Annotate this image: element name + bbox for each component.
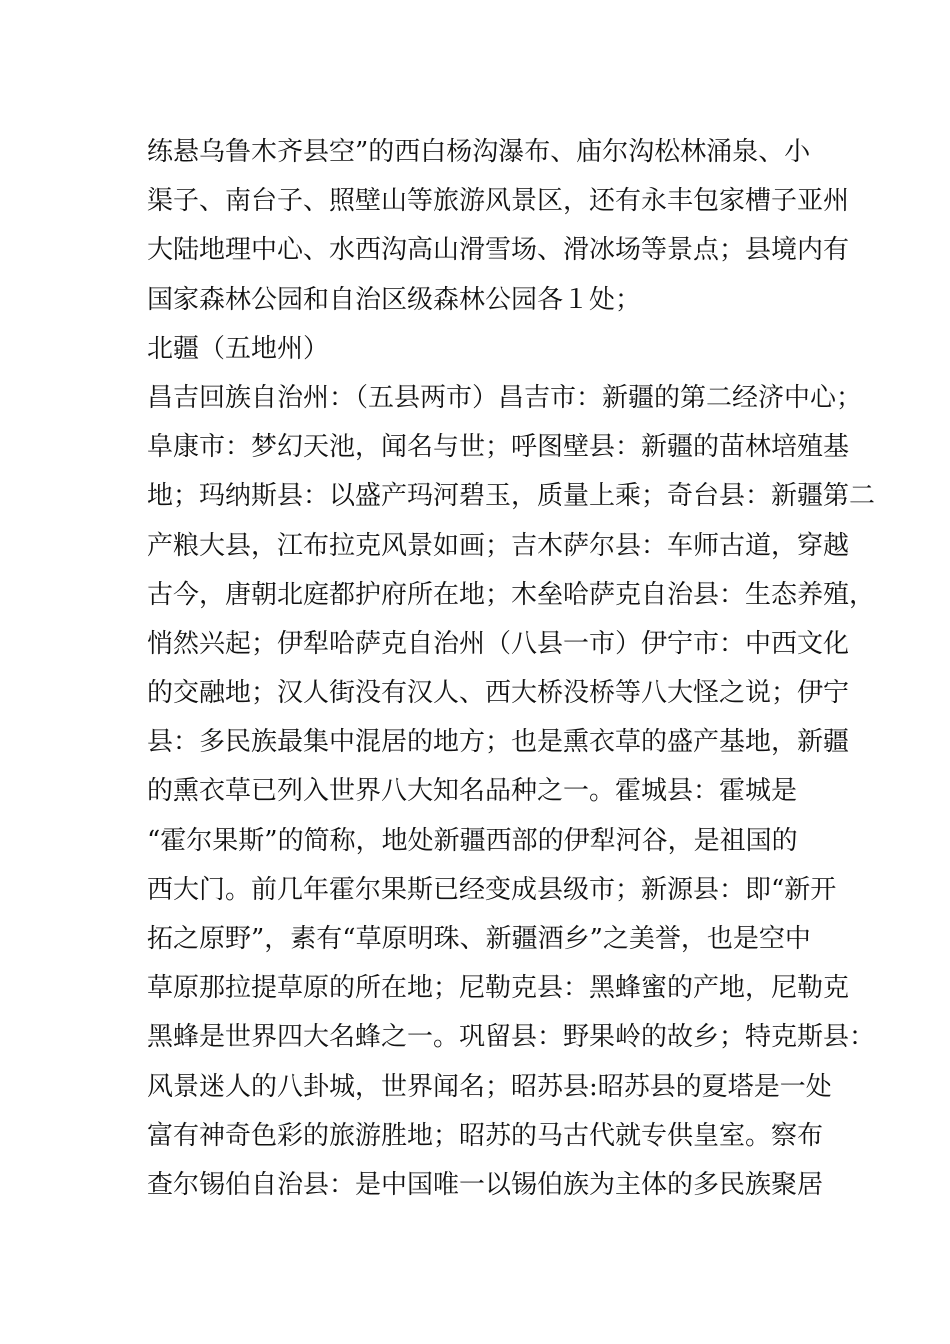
text-line: 悄然兴起；伊犁哈萨克自治州（八县一市）伊宁市：中西文化 <box>147 628 850 659</box>
text-line: 渠子、南台子、照壁山等旅游风景区，还有永丰包家槽子亚州 <box>147 186 850 217</box>
text-line: 产粮大县，江布拉克风景如画；吉木萨尔县：车师古道，穿越 <box>147 530 850 561</box>
text-line: 古今，唐朝北庭都护府所在地；木垒哈萨克自治县：生态养殖， <box>147 579 876 610</box>
text-line: 县：多民族最集中混居的地方；也是熏衣草的盛产基地，新疆 <box>147 727 850 758</box>
text-line: 昌吉回族自治州：（五县两市）昌吉市：新疆的第二经济中心； <box>147 382 863 413</box>
text-line: 风景迷人的八卦城，世界闻名；昭苏县:昭苏县的夏塔是一处 <box>147 1071 832 1102</box>
text-line: 查尔锡伯自治县：是中国唯一以锡伯族为主体的多民族聚居 <box>147 1169 824 1200</box>
text-line: 黑蜂是世界四大名蜂之一。巩留县：野果岭的故乡；特克斯县： <box>147 1022 876 1053</box>
section-heading: 北疆（五地州） <box>147 333 330 364</box>
text-line: “霍尔果斯”的简称，地处新疆西部的伊犁河谷，是祖国的 <box>147 825 798 856</box>
text-line: 的交融地；汉人街没有汉人、西大桥没桥等八大怪之说；伊宁 <box>147 678 850 709</box>
text-line: 练悬乌鲁木齐县空”的西白杨沟瀑布、庙尔沟松林涌泉、小 <box>147 137 811 167</box>
text-line: 拓之原野”，素有“草原明珠、新疆酒乡”之美誉，也是空中 <box>147 924 811 954</box>
text-line: 的熏衣草已列入世界八大知名品种之一。霍城县：霍城是 <box>147 776 798 807</box>
text-line: 国家森林公园和自治区级森林公园各１处； <box>147 284 642 315</box>
text-line: 草原那拉提草原的所在地；尼勒克县：黑蜂蜜的产地，尼勒克 <box>147 973 850 1004</box>
text-line: 西大门。前几年霍尔果斯已经变成县级市；新源县：即“新开 <box>147 874 837 905</box>
body-text <box>147 128 876 1210</box>
text-line: 大陆地理中心、水西沟高山滑雪场、滑冰场等景点；县境内有 <box>147 235 850 266</box>
text-line: 富有神奇色彩的旅游胜地；昭苏的马古代就专供皇室。察布 <box>147 1120 824 1151</box>
text-line: 阜康市：梦幻天池，闻名与世；呼图壁县：新疆的苗林培殖基 <box>147 432 850 463</box>
text-line: 地；玛纳斯县：以盛产玛河碧玉，质量上乘；奇台县：新疆第二 <box>147 481 876 512</box>
